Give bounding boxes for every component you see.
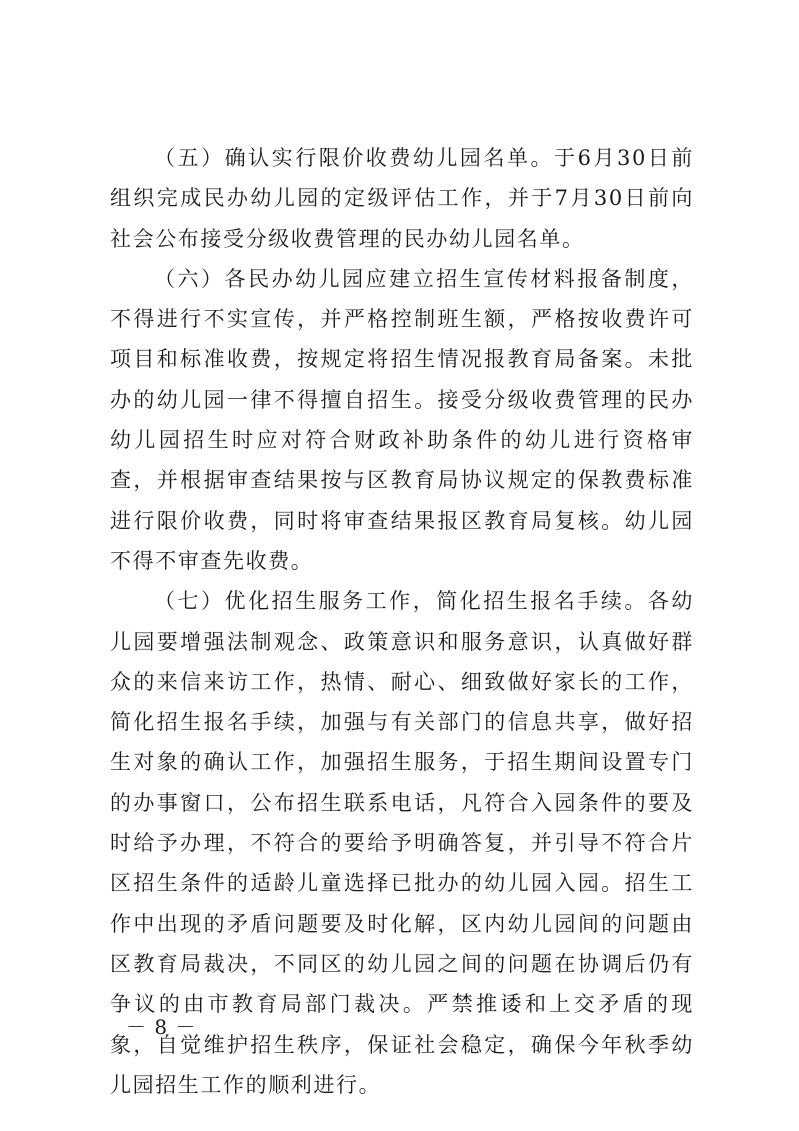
page-number: － 8 － <box>126 1015 197 1039</box>
document-body <box>110 138 694 1105</box>
paragraph-5: （五）确认实行限价收费幼儿园名单。于6月30日前组织完成民办幼儿园的定级评估工作，并于7月30日前向社会公布接受分级收费管理的民办幼儿园名单。 <box>110 146 694 251</box>
paragraph-6: （六）各民办幼儿园应建立招生宣传材料报备制度，不得进行不实宣传，并严格控制班生额，严格按收费许可项目和标准收费，按规定将招生情况报教育局备案。未批办的幼儿园一律不得擅自招生。接受分级收费管理的民办幼儿园招生时应对符合财政补助条件的幼儿进行资格审查，并根据审查结果按与区教育局协议规定的保教费标准进行限价收费，同时将审查结果报区教育局复核。幼儿园不得不审查先收费。 <box>110 266 694 573</box>
paragraph-7: （七）优化招生服务工作，简化招生报名手续。各幼儿园要增强法制观念、政策意识和服务意识，认真做好群众的来信来访工作，热情、耐心、细致做好家长的工作，简化招生报名手续，加强与有关部门的信息共享，做好招生对象的确认工作，加强招生服务，于招生期间设置专门的办事窗口，公布招生联系电话，凡符合入园条件的要及时给予办理，不符合的要给予明确答复，并引导不符合片区招生条件的适龄儿童选择已批办的幼儿园入园。招生工作中出现的矛盾问题要及时化解，区内幼儿园间的问题由区教育局裁决，不同区的幼儿园之间的问题在协调后仍有争议的由市教育局部门裁决。严禁推诿和上交矛盾的现象，自觉维护招生秩序，保证社会稳定，确保今年秋季幼儿园招生工作的顺利进行。 <box>110 589 694 1097</box>
